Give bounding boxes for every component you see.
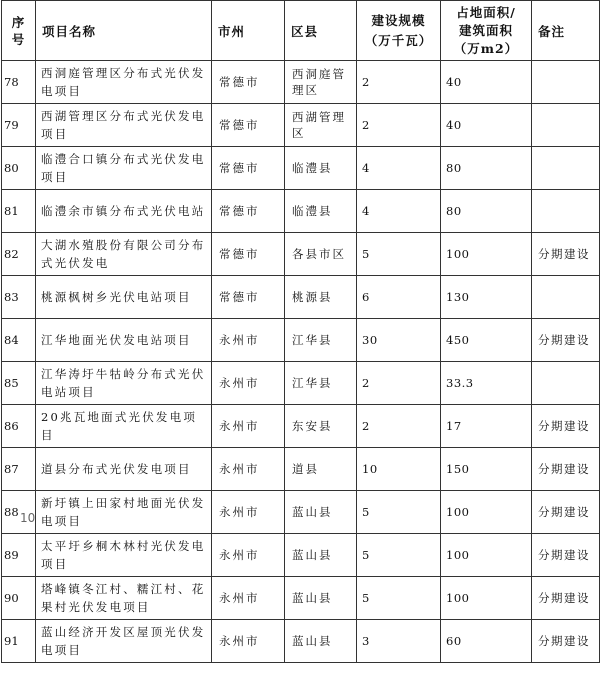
cell-area: 40	[441, 104, 532, 147]
cell-city: 永州市	[212, 620, 285, 663]
cell-no: 82	[2, 233, 36, 276]
cell-area: 40	[441, 61, 532, 104]
cell-area: 60	[441, 620, 532, 663]
cell-no: 84	[2, 319, 36, 362]
table-row	[2, 190, 600, 233]
cell-city: 常德市	[212, 147, 285, 190]
header-row	[2, 1, 600, 61]
cell-scale: 5	[357, 233, 441, 276]
cell-no: 78	[2, 61, 36, 104]
cell-project-name: 塔峰镇冬江村、糯江村、花果村光伏发电项目	[36, 577, 212, 620]
table-row	[2, 620, 600, 663]
cell-county: 江华县	[285, 362, 357, 405]
cell-note: 分期建设	[532, 319, 600, 362]
cell-no: 86	[2, 405, 36, 448]
cell-note	[532, 276, 600, 319]
header-scale-line2: （万千瓦）	[364, 32, 433, 48]
cell-scale: 4	[357, 190, 441, 233]
cell-project-name: 20兆瓦地面式光伏发电项目	[36, 405, 212, 448]
cell-county: 东安县	[285, 405, 357, 448]
cell-project-name: 桃源枫树乡光伏电站项目	[36, 276, 212, 319]
cell-scale: 10	[357, 448, 441, 491]
header-area-line1: 占地面积/	[456, 4, 516, 20]
table-body	[2, 61, 600, 663]
cell-area: 33.3	[441, 362, 532, 405]
cell-county: 蓝山县	[285, 491, 357, 534]
cell-project-name: 太平圩乡桐木林村光伏发电项目	[36, 534, 212, 577]
cell-area: 150	[441, 448, 532, 491]
cell-note: 分期建设	[532, 491, 600, 534]
header-area-line2: 建筑面积	[458, 22, 513, 38]
cell-city: 永州市	[212, 405, 285, 448]
cell-city: 永州市	[212, 577, 285, 620]
cell-county: 西洞庭管理区	[285, 61, 357, 104]
cell-no: 88	[2, 491, 36, 534]
cell-scale: 6	[357, 276, 441, 319]
header-no-line2: 号	[11, 31, 26, 47]
cell-scale: 5	[357, 577, 441, 620]
cell-area: 100	[441, 491, 532, 534]
cell-scale: 2	[357, 61, 441, 104]
cell-project-name: 西湖管理区分布式光伏发电项目	[36, 104, 212, 147]
table-row	[2, 491, 600, 534]
table-row	[2, 448, 600, 491]
cell-city: 常德市	[212, 190, 285, 233]
cell-no: 89	[2, 534, 36, 577]
cell-county: 蓝山县	[285, 620, 357, 663]
table-row	[2, 104, 600, 147]
table-row	[2, 405, 600, 448]
table-row	[2, 319, 600, 362]
cell-county: 蓝山县	[285, 534, 357, 577]
cell-scale: 2	[357, 405, 441, 448]
cell-city: 永州市	[212, 319, 285, 362]
cell-project-name: 新圩镇上田家村地面光伏发电项目	[36, 491, 212, 534]
cell-project-name: 江华涛圩牛牯岭分布式光伏电站项目	[36, 362, 212, 405]
cell-no: 91	[2, 620, 36, 663]
cell-note: 分期建设	[532, 233, 600, 276]
cell-note: 分期建设	[532, 534, 600, 577]
cell-city: 常德市	[212, 61, 285, 104]
cell-city: 永州市	[212, 362, 285, 405]
cell-no: 85	[2, 362, 36, 405]
cell-scale: 30	[357, 319, 441, 362]
cell-project-name: 西洞庭管理区分布式光伏发电项目	[36, 61, 212, 104]
cell-scale: 4	[357, 147, 441, 190]
header-name: 项目名称	[36, 1, 212, 61]
cell-county: 各县市区	[285, 233, 357, 276]
cell-note: 分期建设	[532, 620, 600, 663]
cell-city: 常德市	[212, 233, 285, 276]
cell-note: 分期建设	[532, 405, 600, 448]
cell-city: 永州市	[212, 448, 285, 491]
cell-area: 17	[441, 405, 532, 448]
cell-county: 临澧县	[285, 190, 357, 233]
cell-county: 西湖管理区	[285, 104, 357, 147]
table-row	[2, 362, 600, 405]
cell-area: 100	[441, 577, 532, 620]
header-area-line3: （万m2）	[453, 40, 519, 56]
cell-scale: 5	[357, 534, 441, 577]
cell-scale: 5	[357, 491, 441, 534]
cell-no: 90	[2, 577, 36, 620]
cell-county: 临澧县	[285, 147, 357, 190]
project-table	[1, 0, 600, 663]
cell-county: 道县	[285, 448, 357, 491]
header-note: 备注	[532, 1, 600, 61]
table-row	[2, 534, 600, 577]
header-area	[441, 1, 532, 61]
table-row	[2, 577, 600, 620]
cell-project-name: 临澧合口镇分布式光伏发电项目	[36, 147, 212, 190]
cell-note	[532, 104, 600, 147]
cell-area: 100	[441, 233, 532, 276]
table-row	[2, 276, 600, 319]
cell-scale: 3	[357, 620, 441, 663]
cell-city: 常德市	[212, 276, 285, 319]
table-row	[2, 233, 600, 276]
cell-project-name: 道县分布式光伏发电项目	[36, 448, 212, 491]
cell-city: 常德市	[212, 104, 285, 147]
cell-county: 江华县	[285, 319, 357, 362]
cell-city: 永州市	[212, 491, 285, 534]
cell-area: 80	[441, 190, 532, 233]
header-county: 区县	[285, 1, 357, 61]
cell-area: 450	[441, 319, 532, 362]
header-scale-line1: 建设规模	[371, 12, 426, 28]
cell-area: 80	[441, 147, 532, 190]
cell-project-name: 临澧余市镇分布式光伏电站	[36, 190, 212, 233]
cell-note	[532, 147, 600, 190]
cell-area: 130	[441, 276, 532, 319]
cell-no: 81	[2, 190, 36, 233]
cell-note: 分期建设	[532, 577, 600, 620]
page-number-watermark: 10	[20, 511, 36, 525]
table-row	[2, 61, 600, 104]
cell-scale: 2	[357, 362, 441, 405]
cell-note	[532, 61, 600, 104]
header-no-line1: 序	[11, 14, 26, 30]
cell-county: 蓝山县	[285, 577, 357, 620]
cell-no: 83	[2, 276, 36, 319]
cell-project-name: 江华地面光伏发电站项目	[36, 319, 212, 362]
header-no	[2, 1, 36, 61]
cell-note	[532, 190, 600, 233]
table-row	[2, 147, 600, 190]
cell-project-name: 蓝山经济开发区屋顶光伏发电项目	[36, 620, 212, 663]
cell-no: 79	[2, 104, 36, 147]
cell-project-name: 大湖水殖股份有限公司分布式光伏发电	[36, 233, 212, 276]
header-city: 市州	[212, 1, 285, 61]
cell-city: 永州市	[212, 534, 285, 577]
cell-county: 桃源县	[285, 276, 357, 319]
cell-note	[532, 362, 600, 405]
cell-scale: 2	[357, 104, 441, 147]
header-scale	[357, 1, 441, 61]
cell-no: 87	[2, 448, 36, 491]
cell-area: 100	[441, 534, 532, 577]
cell-note: 分期建设	[532, 448, 600, 491]
cell-no: 80	[2, 147, 36, 190]
